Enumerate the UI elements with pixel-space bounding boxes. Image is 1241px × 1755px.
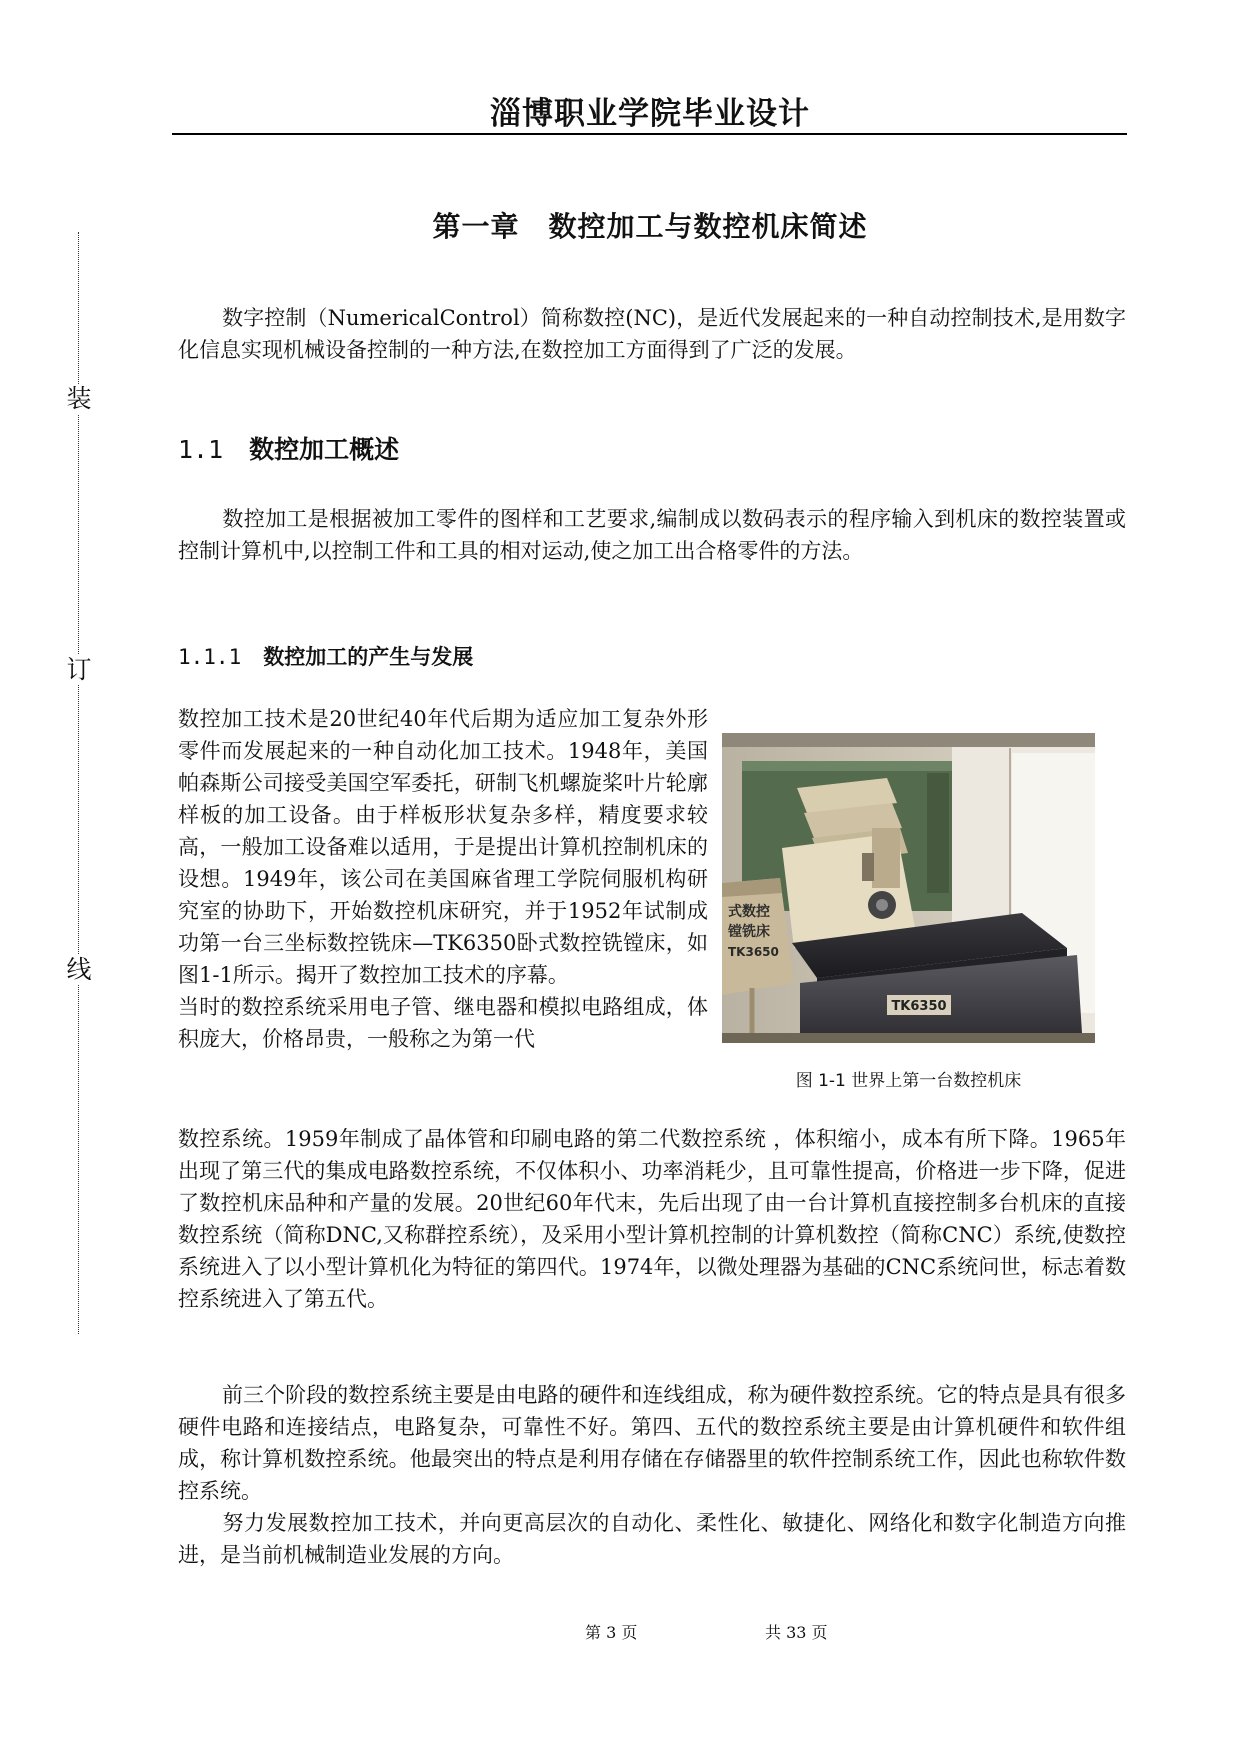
wrap-paragraph-2-text: 当时的数控系统采用电子管、继电器和模拟电路组成，体积庞大，价格昂贵，一般称之为第一代 [178,995,708,1051]
svg-text:TK6350: TK6350 [891,999,947,1014]
section-number: 1.1 [178,435,224,464]
paragraph-4-text: 努力发展数控加工技术，并向更高层次的自动化、柔性化、敏捷化、网络化和数字化制造方向推进，是当前机械制造业发展的方向。 [178,1511,1126,1567]
subsection-number: 1.1.1 [178,645,242,669]
svg-text:TK3650: TK3650 [728,945,779,959]
section-heading-1-1-1 [178,641,473,671]
section-1-1-text: 数控加工是根据被加工零件的图样和工艺要求,编制成以数码表示的程序输入到机床的数控装置或控制计算机中,以控制工件和工具的相对运动,使之加工出合格零件的方法。 [178,507,1126,563]
paragraph-3-text: 前三个阶段的数控系统主要是由电路的硬件和连线组成，称为硬件数控系统。它的特点是具有很多硬件电路和连接结点，电路复杂，可靠性不好。第四、五代的数控系统主要是由计算机硬件和软件组成，称计算机数控系统。他最突出的特点是利用存储在存储器里的软件控制系统工作，因此也称软件数控系统。 [178,1383,1126,1503]
binding-char-zhuang: 装 [66,384,92,413]
binding-char-ding: 订 [66,655,92,684]
continuation-paragraph [178,1123,1126,1315]
page-total: 共 33 页 [765,1623,828,1642]
intro-text: 数字控制（NumericalControl）简称数控(NC)，是近代发展起来的一种自动控制技术,是用数字化信息实现机械设备控制的一种方法,在数控加工方面得到了广泛的发展。 [178,306,1126,362]
wrap-paragraph-1 [178,703,708,991]
header-rule [172,133,1127,135]
section-heading-1-1 [178,430,399,466]
cnc-machine-photo [722,733,1095,1043]
intro-paragraph [178,302,1126,366]
continuation-text: 数控系统。1959年制成了晶体管和印刷电路的第二代数控系统 ，体积缩小，成本有所下降。1965年出现了第三代的集成电路数控系统，不仅体积小、功率消耗少，且可靠性提高，价格进一步下降，促进了数控机床品种和产量的发展。20世纪60年代末，先后出现了由一台计算机直接控制多台机床的直接数控系统（简称DNC,又称群控系统），及采用小型计算机控制的计算机数控（简称CNC）系统,使数控系统进入了以小型计算机化为特征的第四代。1974年，以微处理器为基础的CNC系统问世，标志着数控系统进入了第五代。 [178,1127,1126,1311]
figure-caption: 图 1-1 世界上第一台数控机床 [795,1071,1022,1091]
subsection-title: 数控加工的产生与发展 [263,645,474,669]
section-title: 数控加工概述 [249,435,400,464]
page-number: 第 3 页 [585,1623,638,1642]
wrap-paragraph-2 [178,991,708,1055]
wrapped-text-column [178,703,708,1055]
wrap-paragraph-1-text: 数控加工技术是20世纪40年代后期为适应加工复杂外形零件而发展起来的一种自动化加工技术。1948年，美国帕森斯公司接受美国空军委托，研制飞机螺旋桨叶片轮廓样板的加工设备。由于样板形状复杂多样，精度要求较高，一般加工设备难以适用，于是提出计算机控制机床的设想。1949年，该公司在美国麻省理工学院伺服机构研究室的协助下，开始数控机床研究，并于1952年试制成功第一台三坐标数控铣床—TK6350卧式数控铣镗床，如图1-1所示。揭开了数控加工技术的序幕。 [178,707,708,987]
document-header-title: 淄博职业学院毕业设计 [490,96,810,132]
svg-text:镗铣床: 镗铣床 [728,924,770,940]
paragraph-4 [178,1507,1126,1571]
svg-text:式数控: 式数控 [728,904,770,920]
paragraph-3 [178,1379,1126,1507]
binding-char-xian: 线 [66,955,92,984]
chapter-title: 第一章 数控加工与数控机床简述 [432,210,868,243]
section-1-1-paragraph [178,503,1126,567]
